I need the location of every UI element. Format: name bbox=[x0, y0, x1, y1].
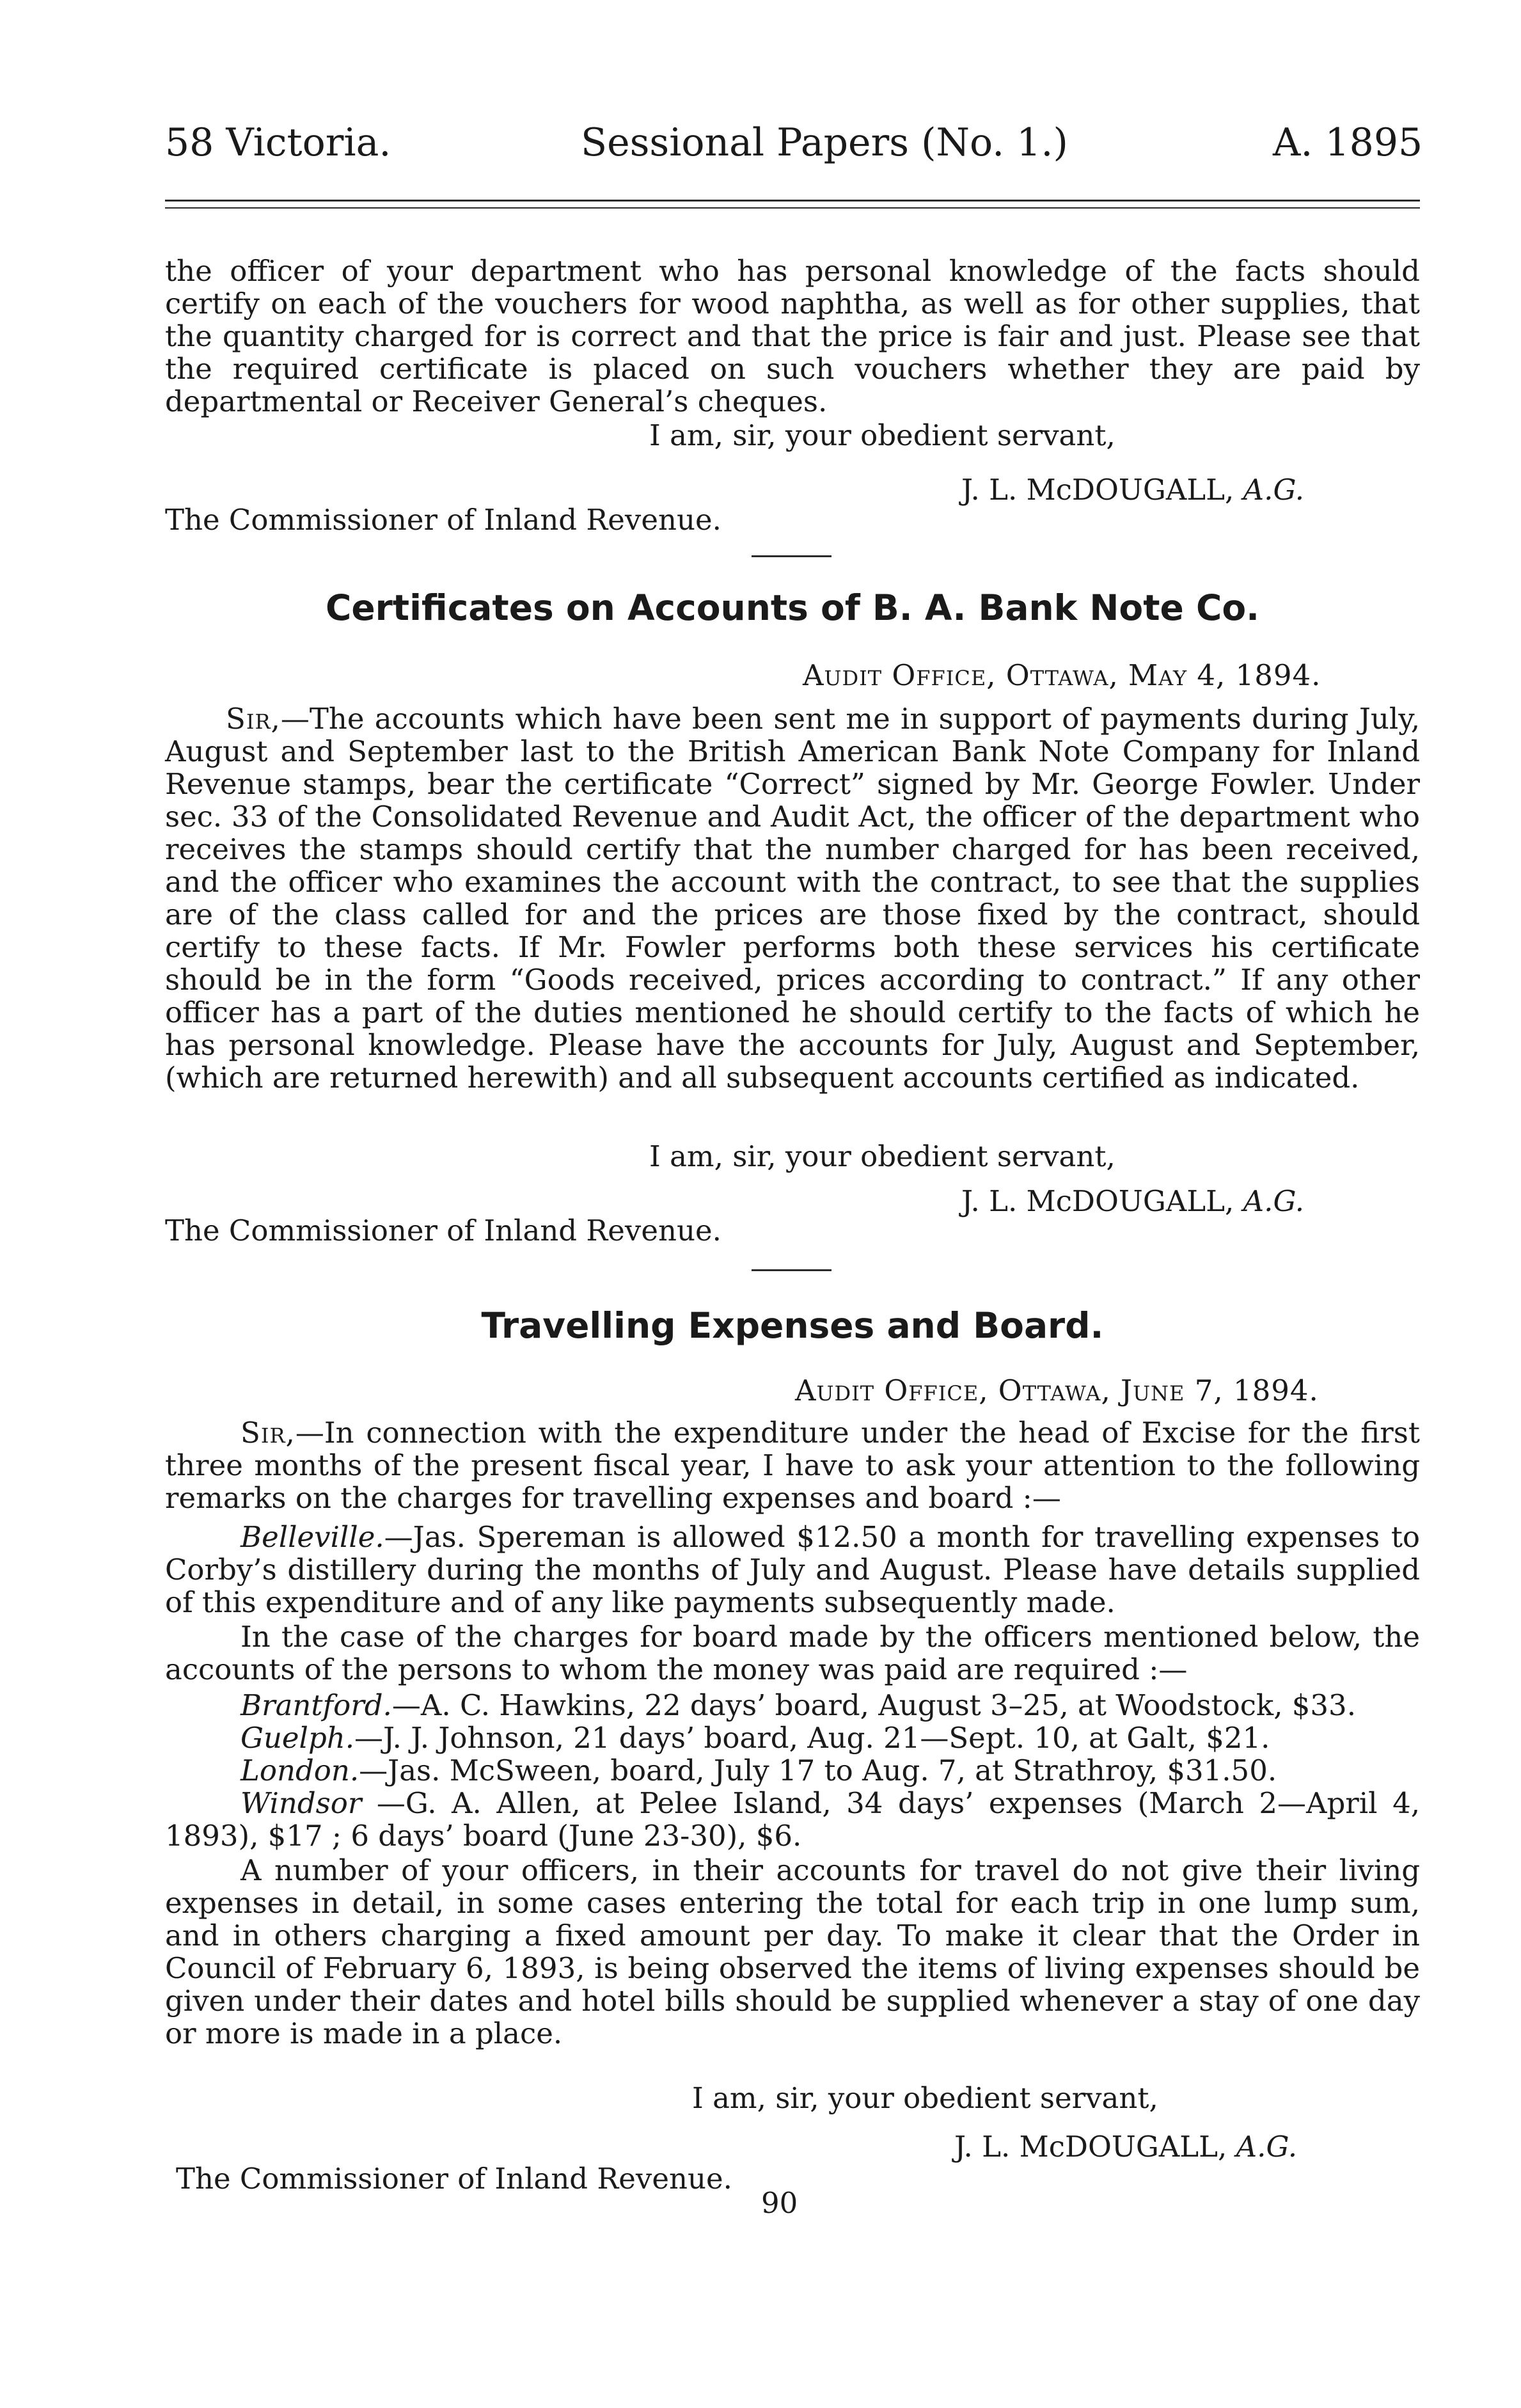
page-number: 90 bbox=[761, 2186, 798, 2220]
header-title: Sessional Papers (No. 1.) bbox=[581, 120, 1068, 165]
letter2-body bbox=[165, 702, 1420, 1094]
letter2-signature bbox=[961, 1185, 1304, 1217]
letter1-addressee: The Commissioner of Inland Revenue. bbox=[165, 503, 721, 537]
board-item-place: Brantford. bbox=[240, 1688, 392, 1722]
board-item-place: Windsor bbox=[240, 1786, 362, 1820]
letter3-addressee: The Commissioner of Inland Revenue. bbox=[176, 2162, 732, 2196]
signature-title: A.G. bbox=[1236, 2130, 1298, 2164]
letter2-salutation: Sir, bbox=[226, 702, 281, 736]
letter3-belleville bbox=[165, 1521, 1420, 1619]
letter3-closing: I am, sir, your obedient servant, bbox=[692, 2081, 1158, 2115]
board-item-place: London. bbox=[240, 1754, 359, 1787]
signature-name: J. L. McDOUGALL, bbox=[954, 2130, 1227, 2164]
place-belleville: Belleville. bbox=[240, 1520, 384, 1554]
letter1-closing: I am, sir, your obedient servant, bbox=[649, 418, 1115, 452]
letter3-intro-text: —In connection with the expenditure under the head of Excise for the first three months of the present fiscal year, I have to ask your attention to the following remarks on the charges for travelling expenses and board :— bbox=[165, 1416, 1420, 1515]
letter3-intro bbox=[165, 1416, 1420, 1514]
signature-title: A.G. bbox=[1243, 473, 1305, 507]
letter2-closing: I am, sir, your obedient servant, bbox=[649, 1139, 1115, 1173]
section-divider bbox=[752, 1269, 831, 1271]
signature-name: J. L. McDOUGALL, bbox=[961, 473, 1234, 507]
signature-title: A.G. bbox=[1243, 1184, 1305, 1218]
board-item bbox=[165, 1689, 1420, 1722]
letter1-body: the officer of your department who has personal knowledge of the facts should certify on each of the vouchers for wood naphtha, as well as for other supplies, that the quantity charged for is correct and that the price is fair and just. Please see that the required certificate is placed on such vouchers whether they are paid by departmental or Receiver General’s cheques. bbox=[165, 254, 1420, 418]
letter2-body-text: —The accounts which have been sent me in support of payments during July, August and September last to the British American Bank Note Company for Inland Revenue stamps, bear the certificate “Correct” signed by Mr. George Fowler. Under sec. 33 of the Consolidated Revenue and Audit Act, the officer of the department who receives the stamps should certify that the number charged for has been received, and the officer who examines the account with the contract, to see that the supplies are of the class called for and the prices are those fixed by the contract, should certify to these facts. If Mr. Fowler performs both these services his certificate should be in the form “Goods received, prices according to contract.” If any other officer has a part of the duties mentioned he should certify to the facts of which he has personal knowledge. Please have the accounts for July, August and September, (which are returned herewith) and all subsequent accounts certified as indicated. bbox=[165, 702, 1420, 1095]
board-item-place: Guelph. bbox=[240, 1721, 355, 1755]
letter2-dateline: Audit Office, Ottawa, May 4, 1894. bbox=[803, 658, 1321, 692]
letter3-closing-paragraph: A number of your officers, in their accounts for travel do not give their living expenses in detail, in some cases entering the total for each trip in one lump sum, and in others charging a fixed amount per day. To make it clear that the Order in Council of February 6, 1893, is being observed the items of living expenses should be given under their dates and hotel bills should be supplied whenever a stay of one day or more is made in a place. bbox=[165, 1853, 1420, 2050]
board-item-text: —A. C. Hawkins, 22 days’ board, August 3–25, at Woodstock, $33. bbox=[391, 1688, 1356, 1722]
section-divider bbox=[752, 555, 831, 557]
board-item bbox=[165, 1722, 1420, 1754]
board-item-text: —G. A. Allen, at Pelee Island, 34 days’ expenses (March 2—April 4, 1893), $17 ; 6 days’ board (June 23-30), $6. bbox=[165, 1786, 1420, 1853]
letter3-dateline: Audit Office, Ottawa, June 7, 1894. bbox=[795, 1374, 1319, 1407]
board-item bbox=[165, 1754, 1420, 1787]
belleville-text: —Jas. Spereman is allowed $12.50 a month for travelling expenses to Corby’s distillery during the months of July and August. Please have details supplied of this expenditure and of any like payments subsequently made. bbox=[165, 1520, 1420, 1619]
board-item-text: —J. J. Johnson, 21 days’ board, Aug. 21—Sept. 10, at Galt, $21. bbox=[354, 1721, 1270, 1755]
header-rule-top bbox=[165, 200, 1420, 202]
board-item-text: —Jas. McSween, board, July 17 to Aug. 7, at Strathroy, $31.50. bbox=[359, 1754, 1277, 1787]
letter1-signature bbox=[961, 473, 1304, 506]
board-item bbox=[165, 1787, 1420, 1852]
letter3-signature bbox=[954, 2130, 1297, 2163]
header-year: A. 1895 bbox=[1273, 120, 1423, 165]
header-rule-bottom bbox=[165, 207, 1420, 209]
section-title-travelling: Travelling Expenses and Board. bbox=[481, 1305, 1104, 1346]
letter3-salutation: Sir, bbox=[240, 1416, 296, 1450]
section-title-certificates: Certificates on Accounts of B. A. Bank Note Co. bbox=[326, 587, 1259, 628]
header-session: 58 Victoria. bbox=[165, 120, 391, 165]
letter2-addressee: The Commissioner of Inland Revenue. bbox=[165, 1214, 721, 1248]
letter3-board-intro: In the case of the charges for board made by the officers mentioned below, the accounts of the persons to whom the money was paid are required :— bbox=[165, 1620, 1420, 1686]
signature-name: J. L. McDOUGALL, bbox=[961, 1184, 1234, 1218]
